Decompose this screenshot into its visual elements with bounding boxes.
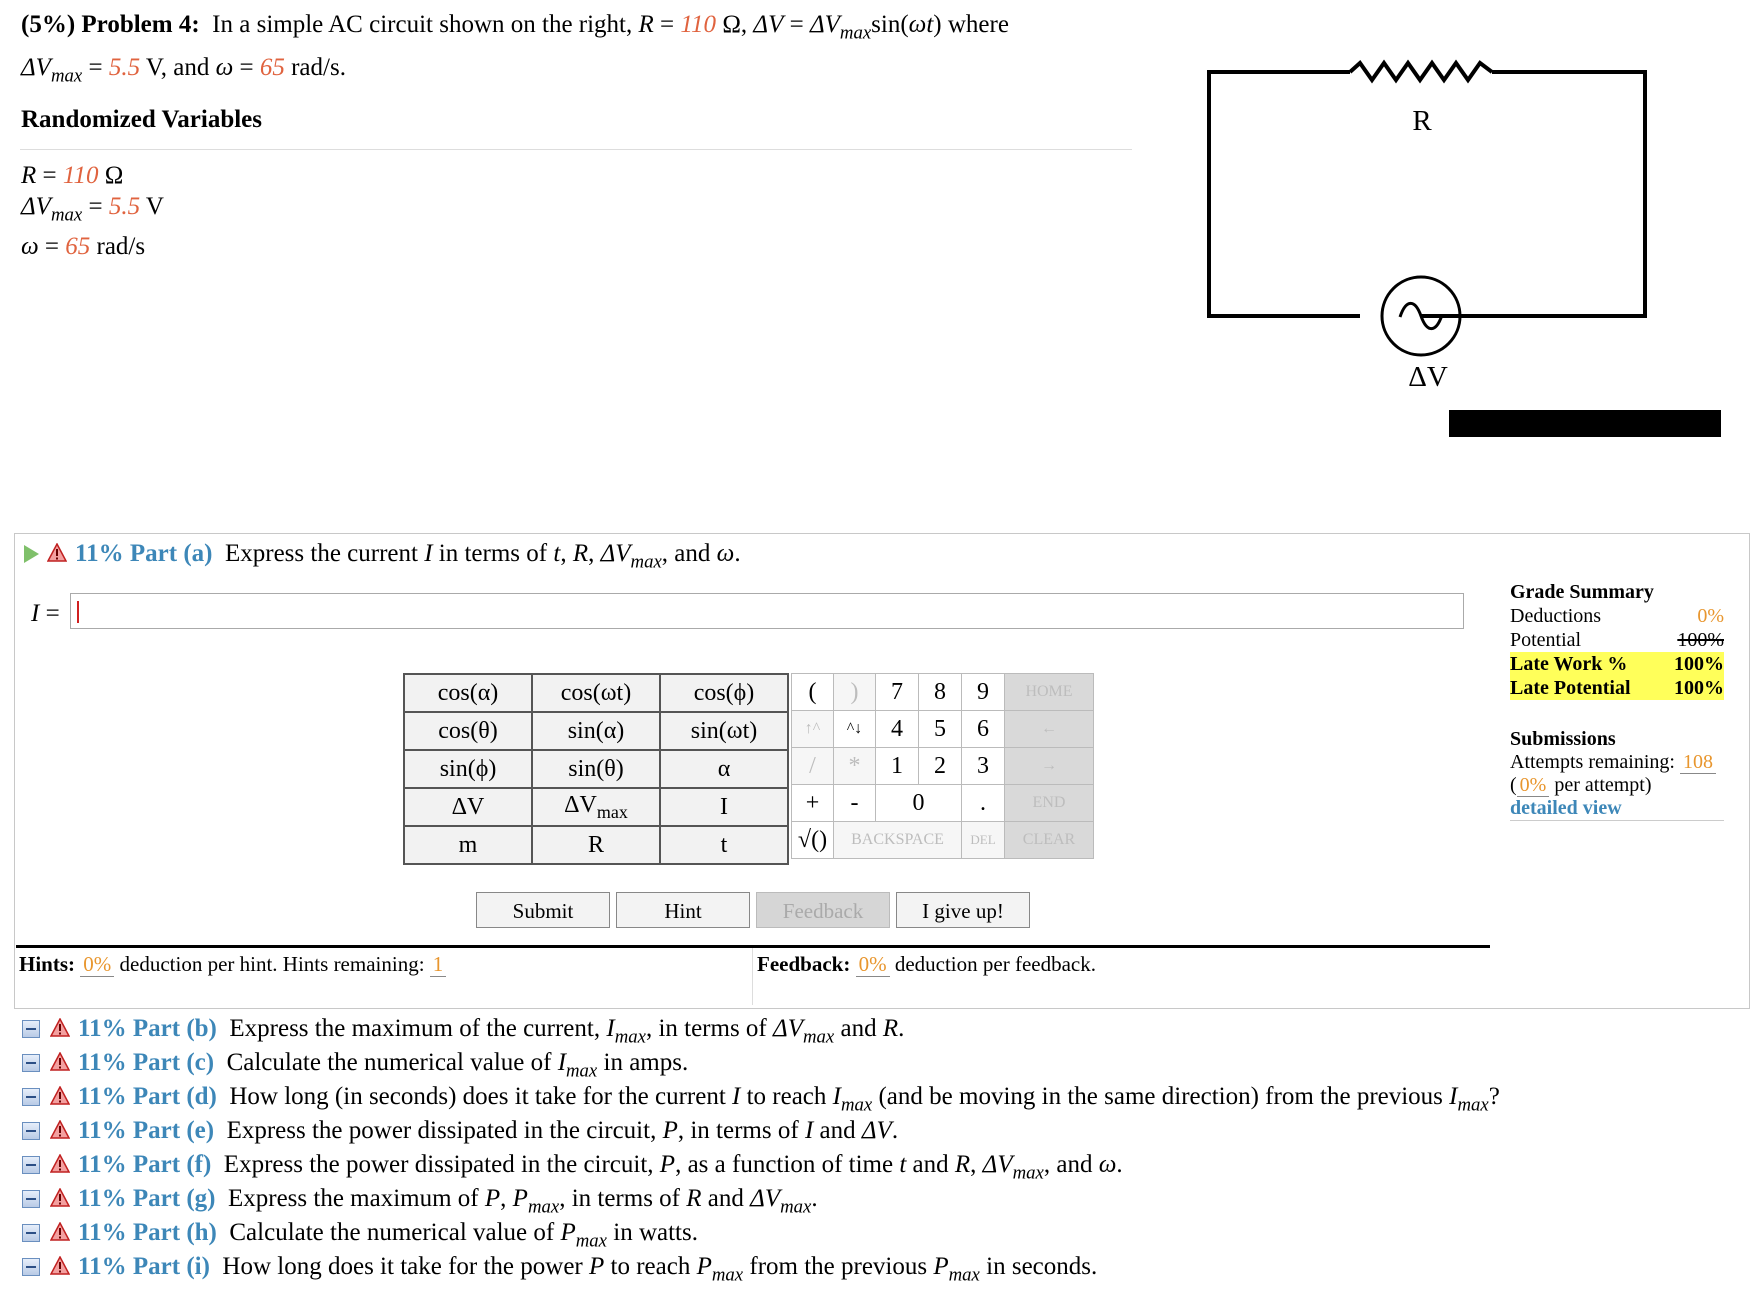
key-clear[interactable]: CLEAR xyxy=(1005,822,1094,859)
late-potential-value: 100% xyxy=(1674,677,1724,699)
key-left-arrow[interactable]: ← xyxy=(1005,711,1094,748)
key-2[interactable]: 2 xyxy=(919,748,962,785)
redacted-block xyxy=(1449,410,1721,437)
hint-deduction: 0% xyxy=(80,952,114,977)
key-m[interactable]: m xyxy=(404,826,532,864)
key-delta-v[interactable]: ΔV xyxy=(404,788,532,826)
randomized-variables-title: Randomized Variables xyxy=(21,106,263,133)
submissions-info: Submissions Attempts remaining: 108 ( 0% per attempt) detailed view xyxy=(1510,728,1724,821)
warning-icon xyxy=(50,1222,70,1242)
parts-list xyxy=(22,1012,1500,1284)
key-1[interactable]: 1 xyxy=(876,748,919,785)
collapse-icon[interactable] xyxy=(22,1190,40,1208)
key-minus[interactable]: - xyxy=(834,785,876,822)
list-item[interactable]: 11% Part (f) Express the power dissipated in the circuit, P, as a function of time t and R, $\Delta V_{max}$, and ω. xyxy=(22,1148,1500,1182)
key-6[interactable]: 6 xyxy=(962,711,1005,748)
feedback-info: Feedback: 0% deduction per feedback. xyxy=(757,952,1096,976)
numeric-keypad xyxy=(791,673,1094,859)
r-value: 110 xyxy=(680,11,717,38)
key-9[interactable]: 9 xyxy=(962,674,1005,711)
key-sqrt[interactable]: √() xyxy=(792,822,834,859)
key-multiply[interactable]: * xyxy=(834,748,876,785)
key-end[interactable]: END xyxy=(1005,785,1094,822)
feedback-deduction: 0% xyxy=(856,952,890,977)
collapse-icon[interactable] xyxy=(22,1020,40,1038)
hints-info: Hints: 0% deduction per hint. Hints remaining: 1 xyxy=(19,952,446,977)
warning-icon xyxy=(47,543,67,563)
list-item[interactable]: 11% Part (h) Calculate the numerical value of $P_{max}$ in watts. xyxy=(22,1216,1500,1250)
hint-button[interactable]: Hint xyxy=(616,892,750,928)
randomized-variables-list: R = 110 Ω $\Delta V_{max} = 5.5$ V ω = 65 rad/s xyxy=(21,162,164,260)
list-item[interactable]: 11% Part (c) Calculate the numerical value of $I_{max}$ in amps. xyxy=(22,1046,1500,1080)
circuit-diagram xyxy=(1200,55,1660,395)
key-cos-theta[interactable]: cos(θ) xyxy=(404,712,532,750)
key-7[interactable]: 7 xyxy=(876,674,919,711)
key-4[interactable]: 4 xyxy=(876,711,919,748)
key-8[interactable]: 8 xyxy=(919,674,962,711)
grade-summary: Grade Summary Deductions 0% Potential 100% Late Work % 100% Late Potential 100% xyxy=(1510,581,1724,699)
problem-statement: (5%) Problem 4: In a simple AC circuit shown on the right, R = 110 Ω, $\Delta V = \Delta V_{max}\sin(\omega t)$ where $\Delta V_{max} = 5.5$ V, and ω = 65 rad/s. xyxy=(21,11,1009,87)
divider xyxy=(752,948,753,1005)
key-down[interactable]: ^↓ xyxy=(834,711,876,748)
divider xyxy=(20,149,1132,150)
key-delta-v-max[interactable]: $\Delta V_{max}$ xyxy=(532,788,660,826)
key-i[interactable]: I xyxy=(660,788,788,826)
warning-icon xyxy=(50,1256,70,1276)
key-backspace[interactable]: BACKSPACE xyxy=(834,822,962,859)
list-item[interactable]: 11% Part (i) How long does it take for the power P to reach $P_{max}$ from the previous $P_{max}$ in seconds. xyxy=(22,1250,1500,1284)
part-a-percent: 11% xyxy=(75,540,124,567)
key-cos-alpha[interactable]: cos(α) xyxy=(404,674,532,712)
key-cos-omega-t[interactable]: cos(ωt) xyxy=(532,674,660,712)
warning-icon xyxy=(50,1154,70,1174)
warning-icon xyxy=(50,1086,70,1106)
collapse-icon[interactable] xyxy=(22,1156,40,1174)
key-3[interactable]: 3 xyxy=(962,748,1005,785)
key-5[interactable]: 5 xyxy=(919,711,962,748)
key-sin-phi[interactable]: sin(ϕ) xyxy=(404,750,532,788)
key-home[interactable]: HOME xyxy=(1005,674,1094,711)
late-work-value: 100% xyxy=(1674,653,1724,675)
submit-button[interactable]: Submit xyxy=(476,892,610,928)
list-item[interactable]: 11% Part (e) Express the power dissipated in the circuit, P, in terms of I and ΔV. xyxy=(22,1114,1500,1148)
omega-value: 65 xyxy=(259,53,285,81)
circuit-wire xyxy=(1209,72,1360,316)
warning-icon xyxy=(50,1120,70,1140)
expand-arrow-icon[interactable] xyxy=(24,545,39,563)
give-up-button[interactable]: I give up! xyxy=(896,892,1030,928)
hints-remaining: 1 xyxy=(430,952,447,977)
key-0[interactable]: 0 xyxy=(876,785,962,822)
detailed-view-link[interactable]: detailed view xyxy=(1510,797,1724,821)
list-item[interactable]: 11% Part (b) Express the maximum of the current, $I_{max}$, in terms of $\Delta V_{max}$ and R. xyxy=(22,1012,1500,1046)
problem-title: Problem 4: xyxy=(81,11,200,38)
key-right-paren[interactable]: ) xyxy=(834,674,876,711)
key-sin-alpha[interactable]: sin(α) xyxy=(532,712,660,750)
function-keypad xyxy=(403,673,789,865)
answer-label: I = xyxy=(31,600,60,627)
collapse-icon[interactable] xyxy=(22,1088,40,1106)
key-del[interactable]: DEL xyxy=(962,822,1005,859)
list-item[interactable]: 11% Part (d) How long (in seconds) does it take for the current I to reach $I_{max}$ (and be moving in the same direction) from the previous $I_{max}$? xyxy=(22,1080,1500,1114)
list-item[interactable]: 11% Part (g) Express the maximum of P, $P_{max}$, in terms of R and $\Delta V_{max}$. xyxy=(22,1182,1500,1216)
key-plus[interactable]: + xyxy=(792,785,834,822)
resistor-label: R xyxy=(1412,105,1432,137)
problem-weight: (5%) xyxy=(21,11,76,38)
circuit-wire xyxy=(1421,72,1645,316)
source-label: ΔV xyxy=(1408,361,1448,393)
key-divide[interactable]: / xyxy=(792,748,834,785)
vmax-value: 5.5 xyxy=(108,53,141,81)
deductions-value: 0% xyxy=(1697,605,1724,627)
key-r[interactable]: R xyxy=(532,826,660,864)
attempts-remaining: 108 xyxy=(1680,751,1716,774)
warning-icon xyxy=(50,1188,70,1208)
key-t[interactable]: t xyxy=(660,826,788,864)
collapse-icon[interactable] xyxy=(22,1224,40,1242)
key-cos-phi[interactable]: cos(ϕ) xyxy=(660,674,788,712)
divider xyxy=(16,945,1490,948)
part-a-label: Part (a) xyxy=(129,540,213,567)
per-attempt-deduction: 0% xyxy=(1517,774,1550,797)
key-right-arrow[interactable]: → xyxy=(1005,748,1094,785)
warning-icon xyxy=(50,1018,70,1038)
resistor-icon xyxy=(1350,63,1492,80)
collapse-icon[interactable] xyxy=(22,1122,40,1140)
warning-icon xyxy=(50,1052,70,1072)
key-up[interactable]: ↑^ xyxy=(792,711,834,748)
key-left-paren[interactable]: ( xyxy=(792,674,834,711)
potential-value: 100% xyxy=(1677,629,1724,651)
answer-input[interactable] xyxy=(70,593,1464,629)
feedback-button[interactable]: Feedback xyxy=(756,892,890,928)
key-alpha[interactable]: α xyxy=(660,750,788,788)
collapse-icon[interactable] xyxy=(22,1054,40,1072)
collapse-icon[interactable] xyxy=(22,1258,40,1276)
text-cursor xyxy=(77,601,79,623)
problem-intro: In a simple AC circuit shown on the right, xyxy=(212,11,633,38)
key-sin-theta[interactable]: sin(θ) xyxy=(532,750,660,788)
key-sin-omega-t[interactable]: sin(ωt) xyxy=(660,712,788,750)
part-a-header: 11% Part (a) Express the current I in terms of t, R, $\Delta V_{max}$, and ω. xyxy=(24,540,741,574)
key-dot[interactable]: . xyxy=(962,785,1005,822)
